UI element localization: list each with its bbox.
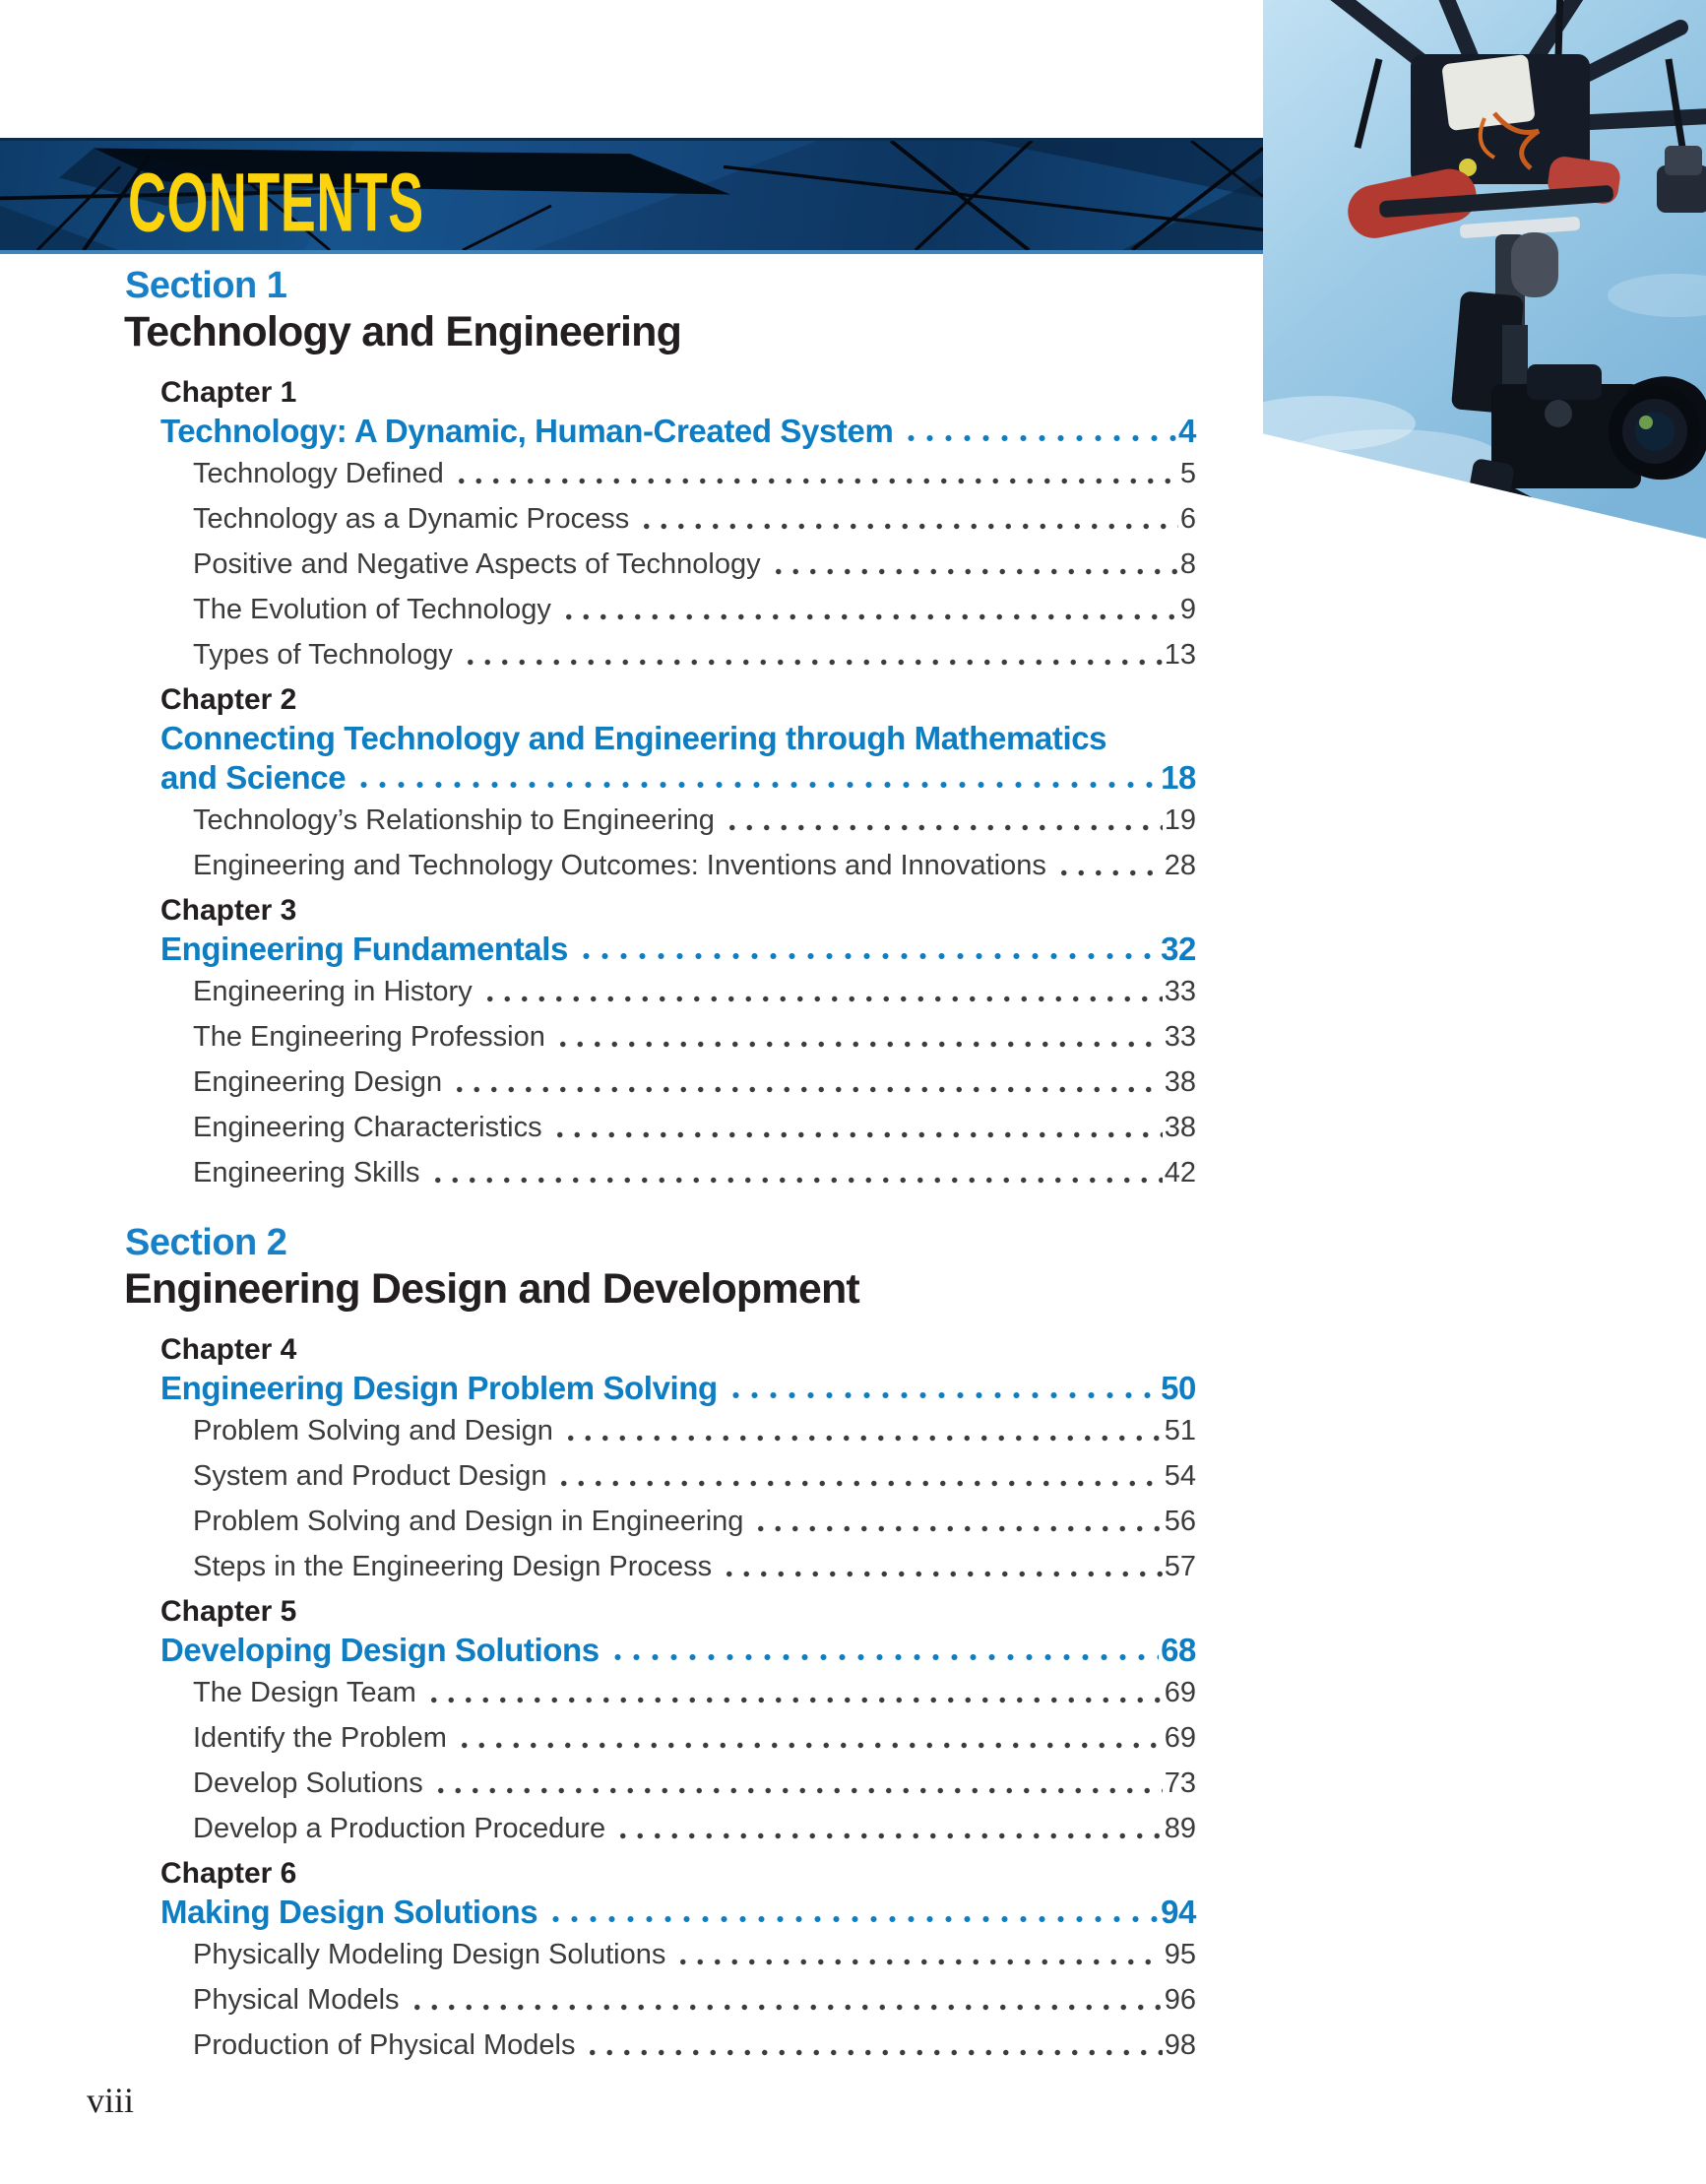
dot-leader (638, 496, 1178, 542)
toc-entry (193, 843, 1196, 888)
entry-page-number: 9 (1179, 594, 1196, 625)
entry-label: The Engineering Profession (193, 1021, 545, 1053)
toc-entry (193, 1544, 1196, 1589)
entry-label: Technology’s Relationship to Engineering (193, 804, 715, 836)
toc-entry (193, 451, 1196, 496)
toc-entry (193, 1932, 1196, 1977)
entry-page-number: 56 (1164, 1506, 1196, 1537)
dot-leader (560, 587, 1178, 632)
chapter-page-number: 18 (1161, 759, 1196, 796)
entry-page-number: 33 (1164, 976, 1196, 1007)
toc-entry (193, 542, 1196, 587)
toc-entry (193, 632, 1196, 677)
toc-entry (193, 1806, 1196, 1851)
entry-label: Types of Technology (193, 639, 453, 671)
chapter-title-row (160, 758, 1196, 798)
drone-illustration (1263, 0, 1706, 539)
dot-leader (409, 1977, 1163, 2023)
dot-leader (432, 1761, 1163, 1806)
dot-leader (724, 798, 1163, 843)
toc-entry (193, 1761, 1196, 1806)
entry-page-number: 54 (1164, 1460, 1196, 1492)
dot-leader (752, 1499, 1162, 1544)
dot-leader (902, 412, 1176, 451)
dot-leader (721, 1544, 1163, 1589)
toc-entry (193, 1150, 1196, 1195)
page-title: CONTENTS (128, 156, 424, 248)
entry-page-number: 38 (1164, 1112, 1196, 1143)
toc-entry (193, 587, 1196, 632)
entry-page-number: 96 (1164, 1984, 1196, 2016)
entry-page-number: 57 (1164, 1551, 1196, 1582)
entry-label: Problem Solving and Design in Engineering (193, 1506, 744, 1537)
entry-label: Positive and Negative Aspects of Technology (193, 548, 761, 580)
entry-label: Technology Defined (193, 458, 444, 489)
entry-page-number: 38 (1164, 1066, 1196, 1098)
chapter-block (0, 1593, 1196, 1851)
toc-entry (193, 1060, 1196, 1105)
chapter-block (0, 374, 1196, 677)
chapter-title: Making Design Solutions (160, 1894, 538, 1930)
entry-page-number: 33 (1164, 1021, 1196, 1053)
entry-page-number: 6 (1179, 503, 1196, 535)
entry-label: Problem Solving and Design (193, 1415, 553, 1446)
toc-entry (193, 969, 1196, 1014)
dot-leader (577, 930, 1159, 969)
section-title: Technology and Engineering (124, 308, 682, 355)
chapter-page-number: 68 (1161, 1632, 1196, 1668)
entry-page-number: 69 (1164, 1722, 1196, 1754)
dot-leader (1055, 843, 1163, 888)
entry-label: Engineering and Technology Outcomes: Inventions and Innovations (193, 850, 1046, 881)
dot-leader (584, 2023, 1162, 2068)
chapter-title-line: Connecting Technology and Engineering through Mathematics (160, 720, 1107, 756)
dot-leader (462, 632, 1163, 677)
dot-leader (555, 1453, 1162, 1499)
dot-leader (425, 1670, 1163, 1715)
entry-page-number: 8 (1179, 548, 1196, 580)
toc-entry (193, 1670, 1196, 1715)
entry-label: The Evolution of Technology (193, 594, 551, 625)
section-label: Section 2 (125, 1222, 287, 1263)
section-label: Section 1 (125, 265, 287, 306)
entry-label: System and Product Design (193, 1460, 547, 1492)
entry-page-number: 95 (1164, 1939, 1196, 1970)
dot-leader (727, 1369, 1159, 1408)
section-block (0, 1221, 1196, 2068)
chapter-title: Engineering Design Problem Solving (160, 1370, 718, 1406)
dot-leader (562, 1408, 1163, 1453)
chapter-title-row (160, 930, 1196, 969)
section-title: Engineering Design and Development (124, 1265, 859, 1313)
entry-page-number: 13 (1164, 639, 1196, 671)
chapter-title: Technology: A Dynamic, Human-Created System (160, 413, 894, 449)
dot-leader (456, 1715, 1163, 1761)
toc-entry (193, 496, 1196, 542)
toc-entry (193, 1105, 1196, 1150)
chapter-title: Developing Design Solutions (160, 1632, 600, 1668)
toc-entry (193, 1408, 1196, 1453)
entry-label: Physically Modeling Design Solutions (193, 1939, 666, 1970)
chapter-label: Chapter 4 (160, 1333, 297, 1366)
drone-camera-photo (1263, 0, 1706, 539)
toc-entry (193, 798, 1196, 843)
entry-label: Develop a Production Procedure (193, 1813, 606, 1844)
entry-label: Production of Physical Models (193, 2029, 576, 2061)
entry-label: Develop Solutions (193, 1767, 423, 1799)
toc-entry (193, 1977, 1196, 2023)
toc-entry (193, 1014, 1196, 1060)
entry-label: Steps in the Engineering Design Process (193, 1551, 713, 1582)
entry-label: Technology as a Dynamic Process (193, 503, 630, 535)
chapter-block (0, 892, 1196, 1195)
entry-page-number: 28 (1164, 850, 1196, 881)
chapter-label: Chapter 3 (160, 894, 297, 927)
chapter-page-number: 32 (1161, 931, 1196, 967)
chapter-label: Chapter 5 (160, 1595, 297, 1628)
entry-label: Identify the Problem (193, 1722, 447, 1754)
chapter-block (0, 1855, 1196, 2068)
toc (0, 264, 1196, 2068)
dot-leader (451, 1060, 1163, 1105)
dot-leader (614, 1806, 1163, 1851)
chapter-label: Chapter 6 (160, 1857, 297, 1890)
entry-page-number: 69 (1164, 1677, 1196, 1708)
chapter-page-number: 50 (1161, 1370, 1196, 1406)
entry-page-number: 42 (1164, 1157, 1196, 1188)
chapter-block (0, 681, 1196, 888)
dot-leader (429, 1150, 1163, 1195)
entry-page-number: 5 (1179, 458, 1196, 489)
dot-leader (551, 1105, 1163, 1150)
entry-page-number: 51 (1164, 1415, 1196, 1446)
entry-page-number: 73 (1164, 1767, 1196, 1799)
chapter-label: Chapter 1 (160, 376, 297, 409)
chapter-label: Chapter 2 (160, 683, 297, 716)
dot-leader (453, 451, 1178, 496)
entry-label: The Design Team (193, 1677, 416, 1708)
chapter-title-row (160, 1369, 1196, 1408)
dot-leader (546, 1893, 1159, 1932)
contents-banner (0, 138, 1263, 254)
entry-label: Engineering Design (193, 1066, 443, 1098)
dot-leader (770, 542, 1178, 587)
dot-leader (481, 969, 1163, 1014)
entry-label: Engineering Skills (193, 1157, 420, 1188)
dot-leader (608, 1631, 1159, 1670)
chapter-title-row (160, 1893, 1196, 1932)
chapter-title-row (160, 412, 1196, 451)
chapter-block (0, 1331, 1196, 1589)
chapter-page-number: 94 (1161, 1894, 1196, 1930)
chapter-title-row (160, 1631, 1196, 1670)
dot-leader (554, 1014, 1163, 1060)
toc-entry (193, 1499, 1196, 1544)
dot-leader (674, 1932, 1162, 1977)
toc-entry (193, 2023, 1196, 2068)
entry-label: Engineering Characteristics (193, 1112, 542, 1143)
entry-page-number: 19 (1164, 804, 1196, 836)
dot-leader (354, 758, 1159, 798)
entry-label: Engineering in History (193, 976, 473, 1007)
toc-entry (193, 1453, 1196, 1499)
entry-page-number: 89 (1164, 1813, 1196, 1844)
folio-page-number: viii (87, 2081, 135, 2120)
toc-entry (193, 1715, 1196, 1761)
section-block (0, 264, 1196, 1195)
chapter-title: and Science (160, 759, 347, 796)
entry-page-number: 98 (1164, 2029, 1196, 2061)
chapter-title: Engineering Fundamentals (160, 931, 568, 967)
entry-label: Physical Models (193, 1984, 400, 2016)
chapter-page-number: 4 (1178, 413, 1196, 449)
